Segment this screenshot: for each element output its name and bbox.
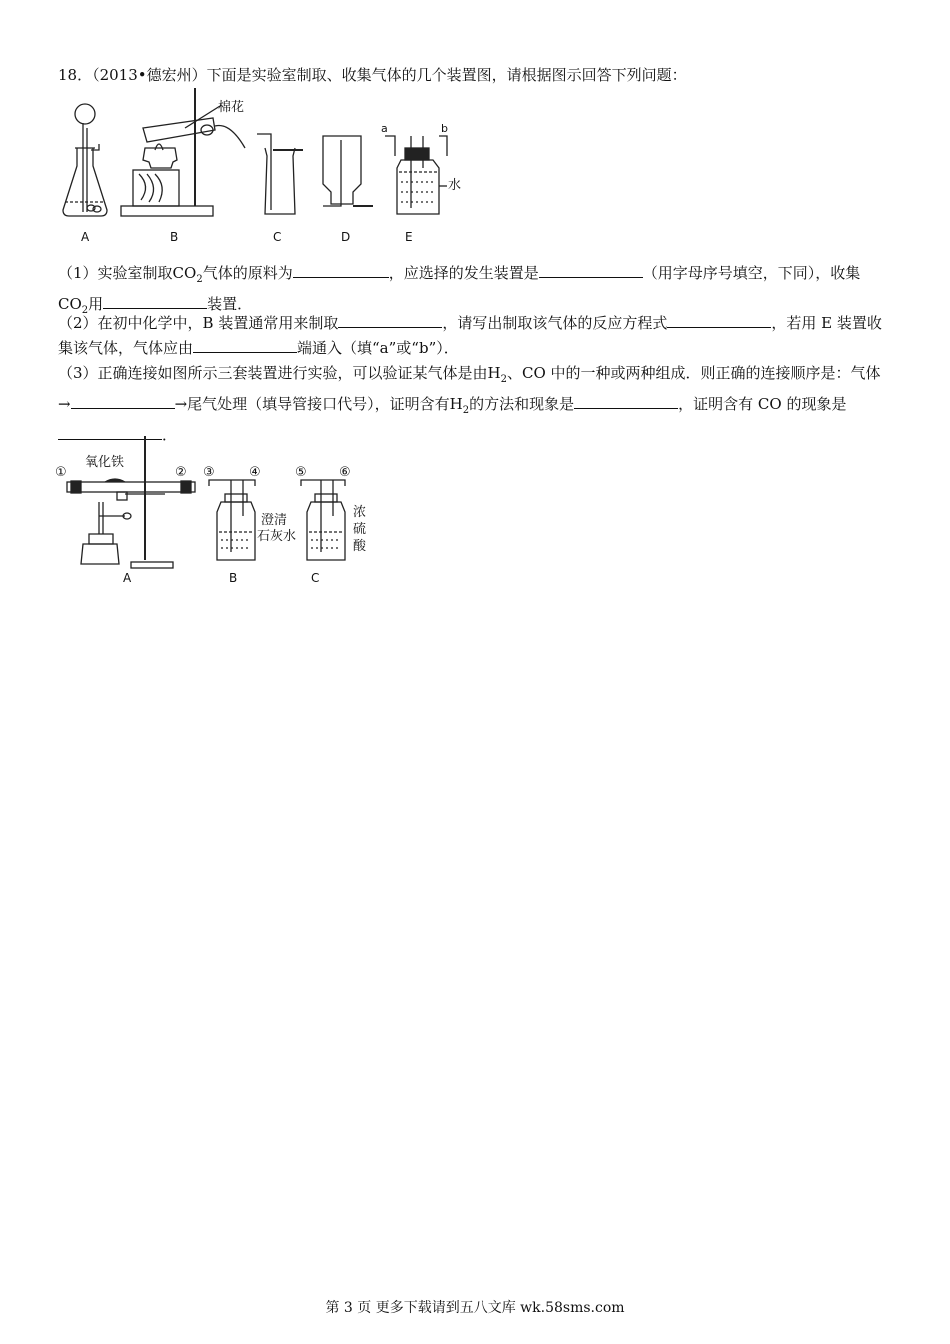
apparatus-c-bottle — [257, 134, 303, 214]
apparatus-figure-1 — [55, 88, 475, 250]
apparatus-b-limewater — [209, 480, 255, 560]
sulfuric-label-3: 酸 — [353, 539, 367, 554]
part-2-text: （2）在初中化学中，B 装置通常用来制取 — [58, 314, 339, 332]
part-1-text-5: 用 — [88, 295, 104, 313]
answer-blank-2[interactable] — [539, 263, 643, 278]
answer-blank-3[interactable] — [103, 294, 207, 309]
part-3-text-4: 的方法和现象是 — [469, 395, 575, 413]
port-3: ③ — [203, 465, 215, 480]
limewater-label-1: 澄清 — [261, 513, 288, 528]
part-2 — [58, 311, 888, 361]
port-2: ② — [175, 465, 187, 480]
apparatus-figure-2 — [55, 436, 385, 588]
apparatus-e-bottle — [385, 136, 447, 214]
port-4: ④ — [249, 465, 261, 480]
part-1-co: CO — [172, 264, 197, 282]
label-b: B — [170, 230, 179, 244]
part-1-text-6: 装置． — [207, 295, 253, 313]
part-1-text: （1）实验室制取 — [58, 264, 173, 282]
label-a: A — [81, 230, 90, 244]
part-1-text-4: （用字母序号填空，下同），收集 — [642, 264, 861, 282]
apparatus-d-bottle — [323, 136, 373, 206]
part-3-text-2: 、CO 中的一种或两种组成．则正确的连接顺序是：气体→ — [58, 364, 881, 413]
part-3-h-2: H — [449, 395, 463, 413]
question-number: 18． — [58, 66, 93, 84]
question-stem: 下面是实验室制取、收集气体的几个装置图，请根据图示回答下列问题： — [206, 66, 687, 84]
part-3-sub: 2 — [500, 374, 508, 385]
iron-oxide-label: 氧化铁 — [85, 455, 125, 470]
question-source: （2013•德宏州） — [92, 66, 207, 84]
part-3-text-3: →尾气处理（填导管接口代号），证明含有 — [174, 395, 450, 413]
part-3 — [58, 361, 888, 448]
part-3-text-5: ，证明含有 CO 的现象是 — [678, 395, 847, 413]
label-e: E — [405, 230, 413, 244]
question-title — [58, 64, 687, 85]
port-a-label: a — [381, 122, 388, 135]
answer-blank-6[interactable] — [193, 338, 297, 353]
label-d: D — [341, 230, 351, 244]
answer-blank-5[interactable] — [667, 313, 771, 328]
part-3-text-6: ． — [162, 426, 178, 444]
part-1-sub: 2 — [196, 274, 203, 285]
part-1-sub-2: 2 — [81, 305, 89, 316]
port-1: ① — [55, 465, 67, 480]
part-1-text-3: ，应选择的发生装置是 — [388, 264, 539, 282]
part-2-text-3: ，若用 E 装置收集该气体，气体应由 — [58, 314, 882, 357]
cotton-label: 棉花 — [218, 100, 245, 115]
part-2-text-4: 端通入（填“a”或“b”）． — [297, 339, 459, 357]
answer-blank-1[interactable] — [293, 263, 389, 278]
part-3-sub-2: 2 — [462, 405, 470, 416]
page-footer: 第 3 页 更多下载请到五八文库 wk.58sms.com — [325, 1300, 625, 1316]
port-b-label: b — [441, 122, 448, 135]
part-1-text-2: 气体的原料为 — [202, 264, 293, 282]
part-2-text-2: ，请写出制取该气体的反应方程式 — [442, 314, 668, 332]
label-a-2: A — [123, 571, 132, 585]
answer-blank-7[interactable] — [71, 394, 175, 409]
port-6: ⑥ — [339, 465, 351, 480]
water-label: 水 — [448, 178, 462, 193]
apparatus-a-flask — [63, 104, 107, 216]
label-b-2: B — [229, 571, 238, 585]
label-c: C — [273, 230, 282, 244]
answer-blank-4[interactable] — [338, 313, 442, 328]
sulfuric-label-2: 硫 — [353, 522, 367, 537]
part-3-h: H — [487, 364, 501, 382]
port-5: ⑤ — [295, 465, 307, 480]
answer-blank-8[interactable] — [574, 394, 678, 409]
part-3-text: （3）正确连接如图所示三套装置进行实验，可以验证某气体是由 — [58, 364, 488, 382]
label-c-2: C — [311, 571, 320, 585]
part-1-co-2: CO — [58, 295, 82, 313]
sulfuric-label-1: 浓 — [353, 505, 367, 520]
apparatus-c-sulfuric — [301, 480, 345, 560]
limewater-label-2: 石灰水 — [257, 529, 297, 544]
